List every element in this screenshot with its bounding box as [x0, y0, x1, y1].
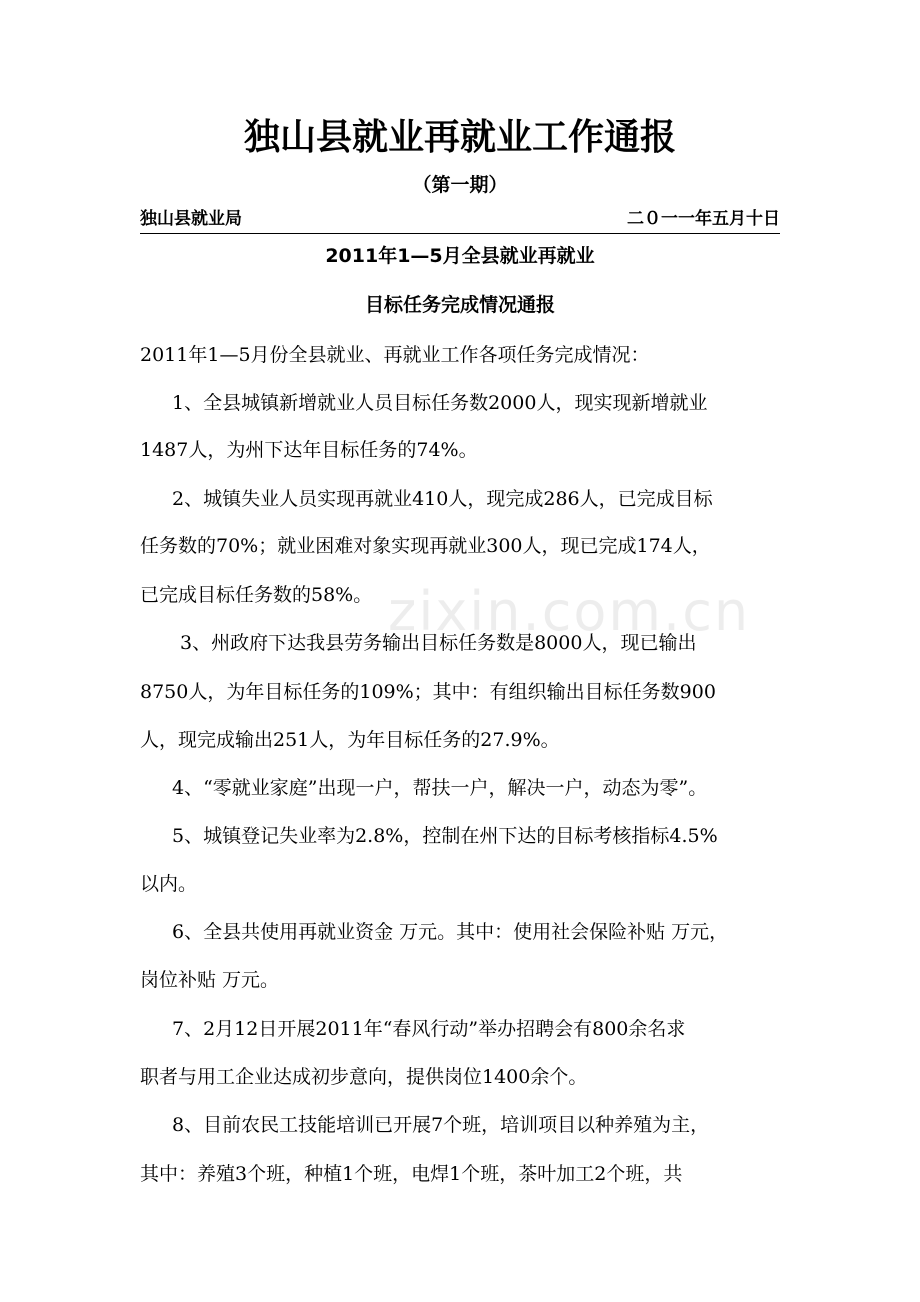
body-line: 5、城镇登记失业率为2.8%，控制在州下达的目标考核指标4.5% [172, 825, 718, 847]
publisher: 独山县就业局 [140, 209, 242, 229]
body-line: 7、2月12日开展2011年“春风行动”举办招聘会有800余名求 [172, 1018, 686, 1040]
issue-number: （第一期） [412, 174, 508, 196]
body-line: 以内。 [140, 873, 198, 895]
body-line: 1487人，为州下达年目标任务的74%。 [140, 439, 478, 461]
body-line: 1、全县城镇新增就业人员目标任务数2000人，现实现新增就业 [172, 392, 708, 414]
subtitle-line-2: 目标任务完成情况通报 [364, 294, 555, 316]
body-line: 2011年1—5月份全县就业、再就业工作各项任务完成情况： [140, 344, 650, 366]
body-line: 岗位补贴 万元。 [140, 969, 280, 991]
publish-date: 二０一一年五月十日 [627, 209, 780, 229]
header-row [140, 207, 780, 234]
body-line: 8、目前农民工技能培训已开展7个班，培训项目以种养殖为主， [172, 1114, 710, 1136]
body-line: 其中：养殖3个班，种植1个班，电焊1个班，茶叶加工2个班，共 [140, 1163, 683, 1185]
body-line: 8750人，为年目标任务的109%；其中：有组织输出目标任务数900 [140, 681, 716, 703]
body-line: 职者与用工企业达成初步意向，提供岗位1400余个。 [140, 1066, 588, 1088]
body-line: 4、“零就业家庭”出现一户，帮扶一户，解决一户，动态为零”。 [172, 777, 708, 799]
watermark: zixin.com.cn [388, 580, 751, 643]
document-title: 独山县就业再就业工作通报 [243, 117, 676, 158]
body-line: 人，现完成输出251人，为年目标任务的27.9%。 [140, 729, 560, 751]
body-line: 已完成目标任务数的58%。 [140, 584, 373, 606]
body-line: 3、州政府下达我县劳务输出目标任务数是8000人，现已输出 [180, 632, 697, 654]
body-line: 2、城镇失业人员实现再就业410人，现完成286人，已完成目标 [172, 488, 713, 510]
subtitle-line-1: 2011年1—5月全县就业再就业 [325, 245, 595, 267]
body-line: 任务数的70%；就业困难对象实现再就业300人，现已完成174人， [140, 535, 711, 557]
body-line: 6、全县共使用再就业资金 万元。其中：使用社会保险补贴 万元， [172, 921, 729, 943]
